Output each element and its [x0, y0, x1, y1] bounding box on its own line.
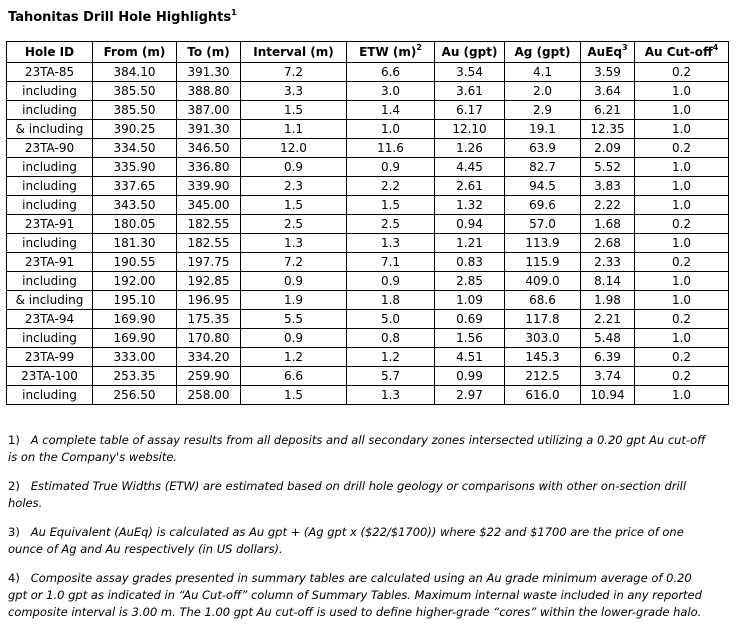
table-cell: 391.30 — [177, 63, 241, 82]
table-cell: 0.83 — [435, 253, 505, 272]
table-cell: 1.5 — [241, 101, 347, 120]
table-cell: 68.6 — [505, 291, 581, 310]
table-row — [7, 82, 729, 101]
column-header — [347, 42, 435, 63]
table-cell: 82.7 — [505, 158, 581, 177]
table-cell: 117.8 — [505, 310, 581, 329]
table-cell: 3.74 — [581, 367, 635, 386]
document-title — [8, 10, 237, 25]
drill-highlights-table — [6, 41, 729, 405]
table-cell: 1.8 — [347, 291, 435, 310]
table-cell: 1.0 — [635, 177, 729, 196]
table-row — [7, 63, 729, 82]
table-cell: 197.75 — [177, 253, 241, 272]
column-header-label: Interval (m) — [253, 45, 334, 59]
table-cell: 303.0 — [505, 329, 581, 348]
footnote-marker: 3 — [622, 43, 628, 52]
table-cell: & including — [7, 291, 93, 310]
table-cell: 258.00 — [177, 386, 241, 405]
table-cell: 3.59 — [581, 63, 635, 82]
table-cell: 169.90 — [93, 329, 177, 348]
table-cell: 0.2 — [635, 348, 729, 367]
table-cell: 2.21 — [581, 310, 635, 329]
table-cell: 385.50 — [93, 101, 177, 120]
table-cell: 5.48 — [581, 329, 635, 348]
table-cell: 5.7 — [347, 367, 435, 386]
table-cell: 0.94 — [435, 215, 505, 234]
table-cell: 333.00 — [93, 348, 177, 367]
table-cell: 1.5 — [347, 196, 435, 215]
table-cell: 2.9 — [505, 101, 581, 120]
table-cell: 180.05 — [93, 215, 177, 234]
table-row — [7, 177, 729, 196]
table-cell: 1.0 — [635, 120, 729, 139]
table-cell: 4.51 — [435, 348, 505, 367]
table-cell: 1.0 — [635, 329, 729, 348]
table-cell: 192.85 — [177, 272, 241, 291]
table-cell: 0.9 — [241, 158, 347, 177]
table-cell: including — [7, 234, 93, 253]
footnotes — [8, 432, 708, 633]
table-cell: 1.98 — [581, 291, 635, 310]
table-cell: including — [7, 329, 93, 348]
table-cell: 4.45 — [435, 158, 505, 177]
table-cell: 5.5 — [241, 310, 347, 329]
table-cell: 2.85 — [435, 272, 505, 291]
table-row — [7, 158, 729, 177]
table-row — [7, 196, 729, 215]
table-header-row — [7, 42, 729, 63]
table-row — [7, 253, 729, 272]
table-cell: 2.61 — [435, 177, 505, 196]
table-cell: 2.97 — [435, 386, 505, 405]
footnote-number: 1) — [8, 433, 20, 447]
table-cell: 0.2 — [635, 310, 729, 329]
column-header — [505, 42, 581, 63]
table-cell: 23TA-100 — [7, 367, 93, 386]
column-header-label: AuEq — [587, 45, 623, 59]
column-header — [435, 42, 505, 63]
table-cell: 12.35 — [581, 120, 635, 139]
table-cell: 0.2 — [635, 63, 729, 82]
column-header — [581, 42, 635, 63]
table-cell: 3.64 — [581, 82, 635, 101]
table-cell: 8.14 — [581, 272, 635, 291]
table-cell: 0.99 — [435, 367, 505, 386]
table-cell: 335.90 — [93, 158, 177, 177]
table-row — [7, 139, 729, 158]
table-cell: 6.39 — [581, 348, 635, 367]
table-row — [7, 101, 729, 120]
table-cell: 1.2 — [347, 348, 435, 367]
footnote-number: 4) — [8, 571, 20, 585]
table-cell: 1.3 — [347, 386, 435, 405]
table-row — [7, 234, 729, 253]
table-cell: 1.5 — [241, 386, 347, 405]
table-cell: 259.90 — [177, 367, 241, 386]
table-cell: 3.0 — [347, 82, 435, 101]
table-cell: 113.9 — [505, 234, 581, 253]
table-cell: 1.0 — [635, 291, 729, 310]
table-cell: 2.68 — [581, 234, 635, 253]
table-row — [7, 386, 729, 405]
footnote-text: Composite assay grades presented in summary tables are calculated using an Au grade minimum average of 0.20 gpt or 1.0 gpt as indicated in “Au Cut-off” column of Summary Tables. Maximum internal waste included in any reported composite interval is 3.00 m. The 1.00 gpt Au cut-off is used to define higher-grade “cores” within the lower-grade halo. — [8, 571, 702, 619]
footnote — [8, 432, 708, 466]
table-cell: 1.56 — [435, 329, 505, 348]
table-cell: 3.83 — [581, 177, 635, 196]
table-cell: 115.9 — [505, 253, 581, 272]
table-cell: including — [7, 272, 93, 291]
column-header — [7, 42, 93, 63]
footnote-text: Estimated True Widths (ETW) are estimated based on drill hole geology or comparisons with other on-section drill holes. — [8, 479, 687, 510]
table-cell: 1.09 — [435, 291, 505, 310]
table-cell: 1.68 — [581, 215, 635, 234]
table-cell: 12.0 — [241, 139, 347, 158]
table-cell: 3.61 — [435, 82, 505, 101]
table-cell: 69.6 — [505, 196, 581, 215]
column-header — [177, 42, 241, 63]
table-cell: 256.50 — [93, 386, 177, 405]
table-cell: 0.8 — [347, 329, 435, 348]
table-cell: 2.2 — [347, 177, 435, 196]
table-cell: 0.9 — [241, 272, 347, 291]
footnote-number: 3) — [8, 525, 20, 539]
table-cell: 23TA-91 — [7, 253, 93, 272]
table-cell: 7.2 — [241, 253, 347, 272]
table-cell: 170.80 — [177, 329, 241, 348]
table-cell: & including — [7, 120, 93, 139]
table-cell: 1.0 — [635, 272, 729, 291]
table-row — [7, 120, 729, 139]
table-cell: including — [7, 177, 93, 196]
table-cell: 0.2 — [635, 253, 729, 272]
table-row — [7, 367, 729, 386]
table-row — [7, 348, 729, 367]
table-cell: 6.17 — [435, 101, 505, 120]
table-cell: 391.30 — [177, 120, 241, 139]
table-cell: 345.00 — [177, 196, 241, 215]
table-cell: 339.90 — [177, 177, 241, 196]
column-header-label: Hole ID — [24, 45, 75, 59]
table-row — [7, 215, 729, 234]
table-cell: 253.35 — [93, 367, 177, 386]
table-cell: 23TA-90 — [7, 139, 93, 158]
table-cell: 1.9 — [241, 291, 347, 310]
table-cell: 169.90 — [93, 310, 177, 329]
table-cell: 6.6 — [241, 367, 347, 386]
table-cell: 182.55 — [177, 215, 241, 234]
table-cell: 336.80 — [177, 158, 241, 177]
table-cell: 23TA-85 — [7, 63, 93, 82]
column-header — [93, 42, 177, 63]
table-cell: 1.0 — [635, 82, 729, 101]
table-cell: 4.1 — [505, 63, 581, 82]
table-cell: 387.00 — [177, 101, 241, 120]
footnote-number: 2) — [8, 479, 20, 493]
table-cell: 5.52 — [581, 158, 635, 177]
table-cell: 23TA-91 — [7, 215, 93, 234]
table-cell: including — [7, 82, 93, 101]
table-cell: 346.50 — [177, 139, 241, 158]
table-cell: 388.80 — [177, 82, 241, 101]
table-cell: 616.0 — [505, 386, 581, 405]
footnote — [8, 524, 708, 558]
table-cell: 1.3 — [241, 234, 347, 253]
table-cell: 1.4 — [347, 101, 435, 120]
table-cell: 196.95 — [177, 291, 241, 310]
table-cell: 212.5 — [505, 367, 581, 386]
table-cell: 1.5 — [241, 196, 347, 215]
table-cell: 2.0 — [505, 82, 581, 101]
column-header-label: Au (gpt) — [441, 45, 498, 59]
table-cell: 0.9 — [347, 272, 435, 291]
column-header-label: From (m) — [103, 45, 166, 59]
table-cell: 0.2 — [635, 367, 729, 386]
table-cell: 190.55 — [93, 253, 177, 272]
table-cell: including — [7, 196, 93, 215]
table-cell: 192.00 — [93, 272, 177, 291]
footnote — [8, 478, 708, 512]
table-cell: 1.1 — [241, 120, 347, 139]
table-cell: 1.21 — [435, 234, 505, 253]
table-cell: 6.6 — [347, 63, 435, 82]
table-cell: 6.21 — [581, 101, 635, 120]
column-header-label: To (m) — [187, 45, 230, 59]
table-cell: 334.50 — [93, 139, 177, 158]
table-cell: 2.5 — [347, 215, 435, 234]
title-text: Tahonitas Drill Hole Highlights — [8, 10, 232, 25]
table-cell: 10.94 — [581, 386, 635, 405]
table-cell: 23TA-99 — [7, 348, 93, 367]
table-cell: 175.35 — [177, 310, 241, 329]
table-cell: 12.10 — [435, 120, 505, 139]
column-header-label: ETW (m) — [359, 45, 417, 59]
table-cell: 11.6 — [347, 139, 435, 158]
column-header — [635, 42, 729, 63]
table-cell: 1.26 — [435, 139, 505, 158]
footnote-text: Au Equivalent (AuEq) is calculated as Au gpt + (Ag gpt x ($22/$1700)) where $22 and $1700 are the price of one ounce of Ag and Au respectively (in US dollars). — [8, 525, 684, 556]
column-header-label: Au Cut-off — [644, 45, 713, 59]
table-row — [7, 272, 729, 291]
table-cell: 337.65 — [93, 177, 177, 196]
table-cell: 181.30 — [93, 234, 177, 253]
table-row — [7, 291, 729, 310]
table-cell: 63.9 — [505, 139, 581, 158]
table-cell: 23TA-94 — [7, 310, 93, 329]
table-cell: 195.10 — [93, 291, 177, 310]
table-cell: 1.2 — [241, 348, 347, 367]
table-cell: 2.22 — [581, 196, 635, 215]
table-cell: 2.5 — [241, 215, 347, 234]
table-cell: 1.0 — [635, 234, 729, 253]
table-cell: 409.0 — [505, 272, 581, 291]
table-cell: including — [7, 158, 93, 177]
table-row — [7, 310, 729, 329]
table-cell: 385.50 — [93, 82, 177, 101]
table-cell: 94.5 — [505, 177, 581, 196]
footnote-marker: 4 — [712, 43, 719, 52]
table-cell: 334.20 — [177, 348, 241, 367]
footnote-marker: 2 — [416, 43, 422, 52]
column-header — [241, 42, 347, 63]
table-cell: 5.0 — [347, 310, 435, 329]
table-cell: 7.2 — [241, 63, 347, 82]
table-cell: 1.0 — [635, 386, 729, 405]
table-cell: 2.3 — [241, 177, 347, 196]
table-cell: 0.9 — [347, 158, 435, 177]
table-cell: 1.0 — [635, 101, 729, 120]
table-body — [7, 63, 729, 405]
table-cell: 2.33 — [581, 253, 635, 272]
table-cell: including — [7, 386, 93, 405]
footnote — [8, 570, 708, 621]
table-cell: 145.3 — [505, 348, 581, 367]
table-cell: 390.25 — [93, 120, 177, 139]
table-cell: 1.0 — [635, 196, 729, 215]
table-cell: 0.69 — [435, 310, 505, 329]
table-cell: 1.0 — [347, 120, 435, 139]
table-cell: 1.32 — [435, 196, 505, 215]
table-cell: 2.09 — [581, 139, 635, 158]
table-cell: 0.2 — [635, 215, 729, 234]
table-cell: 19.1 — [505, 120, 581, 139]
table-cell: 343.50 — [93, 196, 177, 215]
title-footnote-marker: 1 — [231, 8, 237, 17]
table-row — [7, 329, 729, 348]
table-cell: 0.9 — [241, 329, 347, 348]
table-cell: 1.0 — [635, 158, 729, 177]
table-cell: 3.3 — [241, 82, 347, 101]
table-cell: 182.55 — [177, 234, 241, 253]
table-cell: 7.1 — [347, 253, 435, 272]
footnote-text: A complete table of assay results from all deposits and all secondary zones intersected utilizing a 0.20 gpt Au cut-off is on the Company's website. — [8, 433, 706, 464]
column-header-label: Ag (gpt) — [514, 45, 571, 59]
table-cell: 57.0 — [505, 215, 581, 234]
table-cell: 1.3 — [347, 234, 435, 253]
table-cell: 3.54 — [435, 63, 505, 82]
table-cell: including — [7, 101, 93, 120]
table-cell: 0.2 — [635, 139, 729, 158]
table-cell: 384.10 — [93, 63, 177, 82]
